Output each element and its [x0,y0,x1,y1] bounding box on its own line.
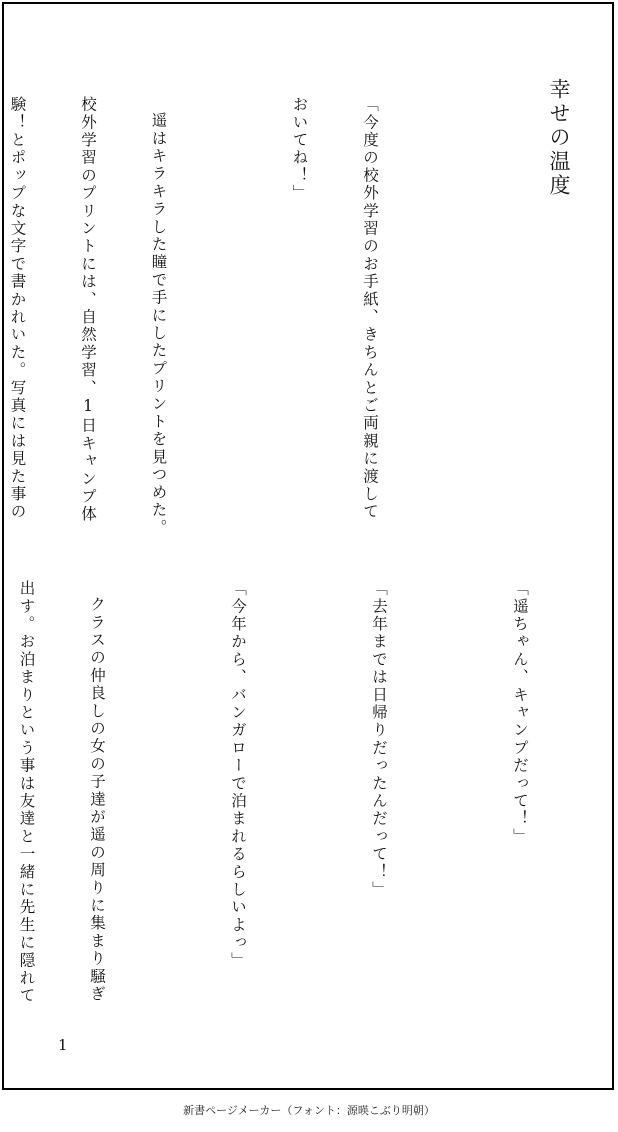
footer-credit: 新書ページメーカー（フォント：源暎こぶり明朝） [183,1104,435,1117]
body-line: 「去年までは日帰りだったんだって！」 [370,580,388,899]
body-line: おいてね！」 [290,96,309,203]
body-line: 校外学習のプリントには、自然学習、1日キャンプ体 [79,96,97,524]
body-line: 「今年から、バンガローで泊まれるらしいよっ」 [229,580,247,970]
body-line: 験！とポップな文字で書かれいた。写真には見た事の [8,96,27,521]
body-line: 遥はキラキラした瞳で手にしたプリントを見つめた。 [149,112,168,537]
story-title: 幸せの温度 [547,78,571,198]
body-line: 「遥ちゃん、キャンプだって！」 [511,580,529,846]
body-text-top-block [0,96,428,537]
body-line: クラスの仲良しの女の子達が遥の周りに集まり騒ぎ [88,596,106,1004]
body-line: 「今度の校外学習のお手紙、きちんとご両親に渡して [361,96,379,521]
body-line: 出す。お泊まりという事は友達と一緒に先生に隠れて [17,580,36,1005]
page-number: 1 [58,1036,68,1054]
body-text-bottom-block [0,580,578,1010]
